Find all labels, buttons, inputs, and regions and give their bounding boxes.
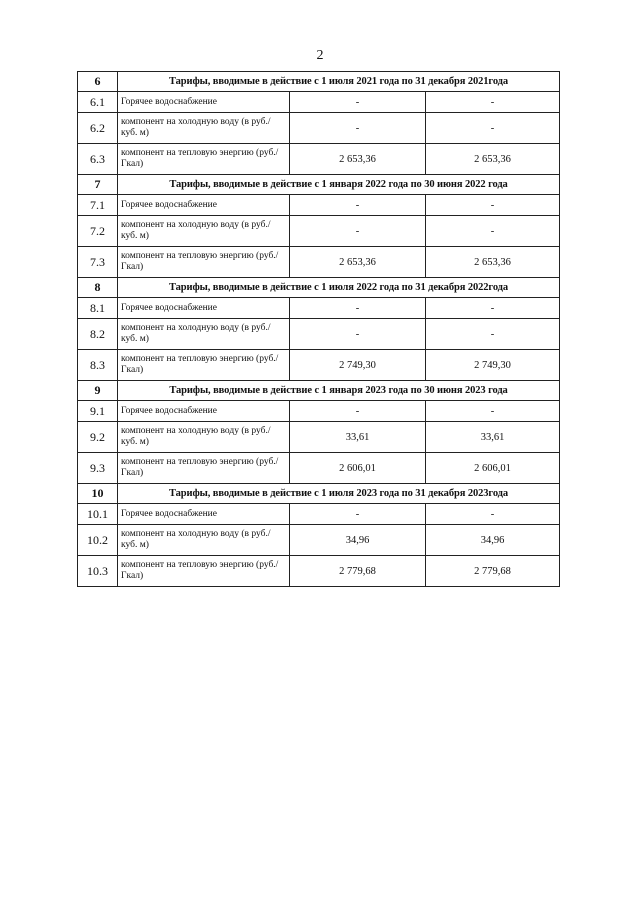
- section-number: 9: [78, 381, 118, 401]
- section-number: 7: [78, 175, 118, 195]
- section-title: Тарифы, вводимые в действие с 1 июля 2022 года по 31 декабря 2022года: [118, 278, 560, 298]
- row-value-2: 2 606,01: [426, 453, 560, 484]
- row-value-2: -: [426, 298, 560, 319]
- row-number: 9.1: [78, 401, 118, 422]
- row-value-1: -: [290, 401, 426, 422]
- row-number: 8.1: [78, 298, 118, 319]
- section-header-10: [78, 484, 560, 504]
- row-value-2: 2 749,30: [426, 350, 560, 381]
- row-value-1: 2 779,68: [290, 556, 426, 587]
- table-row: [78, 525, 560, 556]
- row-value-1: 2 653,36: [290, 247, 426, 278]
- row-number: 8.3: [78, 350, 118, 381]
- row-value-1: 2 653,36: [290, 144, 426, 175]
- section-title: Тарифы, вводимые в действие с 1 января 2022 года по 30 июня 2022 года: [118, 175, 560, 195]
- section-title: Тарифы, вводимые в действие с 1 января 2023 года по 30 июня 2023 года: [118, 381, 560, 401]
- table-row: [78, 195, 560, 216]
- row-value-2: -: [426, 216, 560, 247]
- row-number: 6.2: [78, 113, 118, 144]
- row-value-2: -: [426, 92, 560, 113]
- row-value-1: 33,61: [290, 422, 426, 453]
- section-number: 8: [78, 278, 118, 298]
- row-name: компонент на холодную воду (в руб./куб. м): [118, 113, 290, 144]
- table-row: [78, 144, 560, 175]
- row-value-1: 2 606,01: [290, 453, 426, 484]
- row-number: 8.2: [78, 319, 118, 350]
- row-name: компонент на тепловую энергию (руб./Гкал): [118, 144, 290, 175]
- row-number: 7.2: [78, 216, 118, 247]
- row-name: компонент на холодную воду (в руб./куб. м): [118, 319, 290, 350]
- section-number: 10: [78, 484, 118, 504]
- table-row: [78, 92, 560, 113]
- tariffs-table: [77, 71, 560, 587]
- row-value-1: -: [290, 195, 426, 216]
- row-name: Горячее водоснабжение: [118, 92, 290, 113]
- row-value-1: -: [290, 216, 426, 247]
- row-name: компонент на холодную воду (в руб./куб. м): [118, 422, 290, 453]
- section-header-9: [78, 381, 560, 401]
- row-value-2: -: [426, 319, 560, 350]
- row-value-1: -: [290, 113, 426, 144]
- section-header-8: [78, 278, 560, 298]
- table-row: [78, 319, 560, 350]
- table-row: [78, 350, 560, 381]
- table-row: [78, 422, 560, 453]
- row-name: компонент на тепловую энергию (руб./Гкал): [118, 247, 290, 278]
- row-name: Горячее водоснабжение: [118, 401, 290, 422]
- row-name: Горячее водоснабжение: [118, 504, 290, 525]
- section-number: 6: [78, 72, 118, 92]
- table-row: [78, 453, 560, 484]
- row-number: 7.3: [78, 247, 118, 278]
- row-number: 10.2: [78, 525, 118, 556]
- row-value-2: 2 779,68: [426, 556, 560, 587]
- row-name: Горячее водоснабжение: [118, 195, 290, 216]
- row-value-2: -: [426, 195, 560, 216]
- row-number: 6.1: [78, 92, 118, 113]
- row-value-2: -: [426, 113, 560, 144]
- table-row: [78, 401, 560, 422]
- row-value-2: 34,96: [426, 525, 560, 556]
- row-name: Горячее водоснабжение: [118, 298, 290, 319]
- row-name: компонент на тепловую энергию (руб./Гкал): [118, 453, 290, 484]
- row-number: 9.3: [78, 453, 118, 484]
- table-row: [78, 556, 560, 587]
- row-value-2: 2 653,36: [426, 144, 560, 175]
- row-value-1: -: [290, 298, 426, 319]
- row-name: компонент на тепловую энергию (руб./Гкал): [118, 556, 290, 587]
- row-value-1: -: [290, 319, 426, 350]
- row-name: компонент на холодную воду (в руб./куб. м): [118, 525, 290, 556]
- row-number: 9.2: [78, 422, 118, 453]
- table-row: [78, 216, 560, 247]
- section-title: Тарифы, вводимые в действие с 1 июля 2021 года по 31 декабря 2021года: [118, 72, 560, 92]
- row-value-1: -: [290, 92, 426, 113]
- section-header-7: [78, 175, 560, 195]
- row-value-2: -: [426, 504, 560, 525]
- section-header-6: [78, 72, 560, 92]
- row-name: компонент на тепловую энергию (руб./Гкал): [118, 350, 290, 381]
- row-name: компонент на холодную воду (в руб./куб. м): [118, 216, 290, 247]
- table-row: [78, 247, 560, 278]
- row-value-1: 34,96: [290, 525, 426, 556]
- section-title: Тарифы, вводимые в действие с 1 июля 2023 года по 31 декабря 2023года: [118, 484, 560, 504]
- table-row: [78, 298, 560, 319]
- row-number: 10.3: [78, 556, 118, 587]
- row-number: 7.1: [78, 195, 118, 216]
- page-number: 2: [316, 48, 324, 63]
- row-value-2: 2 653,36: [426, 247, 560, 278]
- row-number: 6.3: [78, 144, 118, 175]
- table-row: [78, 113, 560, 144]
- row-value-1: 2 749,30: [290, 350, 426, 381]
- row-number: 10.1: [78, 504, 118, 525]
- row-value-1: -: [290, 504, 426, 525]
- row-value-2: 33,61: [426, 422, 560, 453]
- table-row: [78, 504, 560, 525]
- row-value-2: -: [426, 401, 560, 422]
